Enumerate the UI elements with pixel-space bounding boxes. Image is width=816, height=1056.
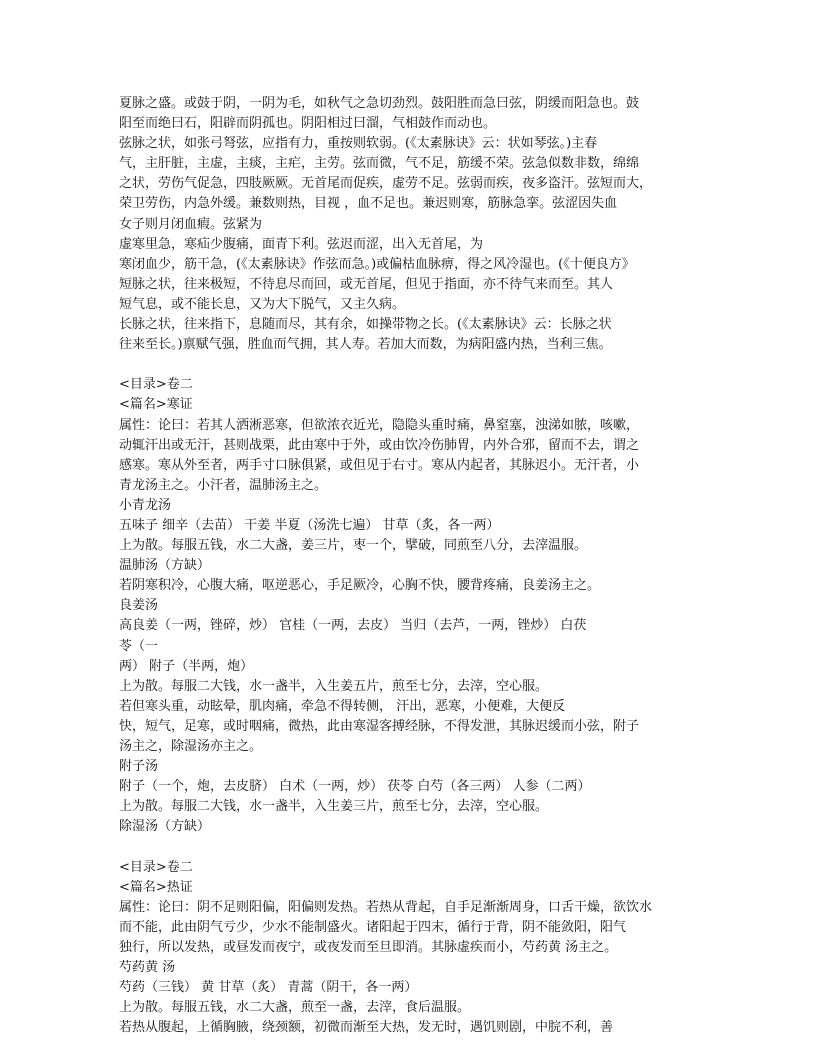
text-line: 两） 附子（半两，炮） [119,658,254,674]
text-line: 阳至而绝曰石，阳辟而阴孤也。阴阳相过曰溜，气相鼓作而动也。 [119,116,497,132]
text-line: 而不能，此由阴气亏少，少水不能制盛火。诸阳起于四末，循行于背，阴不能敛阳，阳气 [119,919,627,935]
text-line: 动辄汗出或无汗，甚则战栗，此由寒中于外，或由饮冷伤肺胃，内外合邪，留而不去，谓之 [119,437,640,453]
text-line: 温肺汤（方缺） [119,558,211,574]
text-line: 感寒。寒从外至者，两手寸口脉俱紧，或但见于右寸。寒从内起者，其脉迟小。无汗者，小 [119,457,640,473]
text-line: 上为散。每服二大钱，水一盏半，入生姜三片，煎至七分，去滓，空心服。 [119,799,549,815]
text-line: 往来至长。)禀赋气强，胜血而气拥，其人寿。若加大而数，为病阳盛内热，当利三焦。 [119,337,612,353]
text-line: 小青龙汤 [119,497,172,513]
text-line: 若热从腹起，上循胸腋，绕颈额，初微而渐至大热，发无时，遇饥则剧，中脘不利，善 [119,1020,614,1036]
text-line: 若但寒头重，动眩晕，肌肉痛，牵急不得转侧， 汗出，恶寒，小便难，大便反 [119,698,566,714]
text-line: 短脉之状，往来极短，不待息尽而回，或无首尾，但见于指面，亦不待气来而至。其人 [119,276,614,292]
text-line: 夏脉之盛。或鼓于阴，一阴为毛，如秋气之急切劲烈。鼓阳胜而急曰弦，阴缓而阳急也。鼓 [119,96,640,111]
document-page [119,94,719,1038]
text-line: 虚寒里急，寒疝少腹痛，面青下利。弦迟而涩，出入无首尾，为 [119,236,484,252]
text-line: 之状，劳伤气促急，四肢厥厥。无首尾而促疾，虚劳不足。弦弱而疾，夜多盗汗。弦短而大， [119,176,653,192]
text-line: <篇名>寒证 [119,397,193,413]
blank-line [119,355,719,375]
text-line: 若阴寒积冷，心腹大痛，呕逆恶心，手足厥冷，心胸不快，腰背疼痛，良姜汤主之。 [119,578,601,594]
text-line: 上为散。每服五钱，水二大盏，煎至一盏，去滓，食后温服。 [119,1000,471,1016]
text-line: 附子（一个，炮，去皮脐） 白术（一两，炒） 茯苓 白芍（各三两） 人参（二两） [119,779,591,795]
text-line: 属性：论曰：阴不足则阳偏，阳偏则发热。若热从背起，自手足渐渐周身，口舌干燥，欲饮水 [119,899,653,915]
text-line: 芍药（三钱） 黄 甘草（炙） 青蒿（阴干，各一两） [119,980,418,996]
text-line: 寒闭血少，筋干急，(《太素脉诀》作弦而急。)或偏枯血脉痹，得之风冷湿也。(《十便良方》 [119,256,635,272]
text-line: 青龙汤主之。小汗者，温肺汤主之。 [119,477,328,493]
text-line: 芍药黄 汤 [119,960,176,976]
text-line: 上为散。每服五钱，水二大盏，姜三片，枣一个，擘破，同煎至八分，去滓温服。 [119,538,588,554]
text-line: 属性：论曰：若其人洒淅恶寒，但欲浓衣近光，隐隐头重时痛，鼻窒塞，浊涕如脓，咳嗽， [119,417,640,433]
text-line: 短气息，或不能长息，又为大下脱气，又主久病。 [119,296,406,312]
text-line: 荣卫劳伤，内急外缓。兼数则热，目视 ，血不足也。兼迟则寒，筋脉急挛。弦涩因失血 [119,196,618,212]
text-line: 高良姜（一两，锉碎，炒） 官桂（一两，去皮） 当归（去芦，一两，锉炒） 白茯 [119,618,587,634]
text-line: 除湿汤（方缺） [119,819,211,835]
blank-line [119,837,719,857]
text-line: <篇名>热证 [119,879,193,895]
text-line: 独行，所以发热，或昼发而夜宁，或夜发而至旦即消。其脉虚疾而小，芍药黄 汤主之。 [119,939,618,955]
text-line: 良姜汤 [119,598,159,614]
text-line: 上为散。每服二大钱，水一盏半，入生姜五片，煎至七分，去滓，空心服。 [119,678,549,694]
text-line: 女子则月闭血瘕。弦紧为 [119,216,263,232]
text-line: <目录>卷二 [119,377,193,393]
text-line: 快，短气，足寒，或时咽痛，微热，此由寒湿客搏经脉，不得发泄，其脉迟缓而小弦，附子 [119,718,640,734]
text-line: 五味子 细辛（去苗） 干姜 半夏（汤洗七遍） 甘草（炙，各一两） [119,517,500,533]
text-line: 长脉之状，往来指下，息随而尽，其有余，如操带物之长。(《太素脉诀》云：长脉之状 [119,317,612,333]
text-line: <目录>卷二 [119,859,193,875]
text-line: 汤主之，除湿汤亦主之。 [119,739,263,754]
text-line: 气，主肝脏，主虚，主痰，主疟，主劳。弦而微，气不足，筋缓不荣。弦急似数非数，绵绵 [119,156,640,172]
text-line: 弦脉之状，如张弓弩弦，应指有力，重按则软弱。(《太素脉诀》云：状如琴弦。)主春 [119,136,598,152]
text-line: 附子汤 [119,759,159,775]
text-line: 苓（一 [119,638,159,654]
